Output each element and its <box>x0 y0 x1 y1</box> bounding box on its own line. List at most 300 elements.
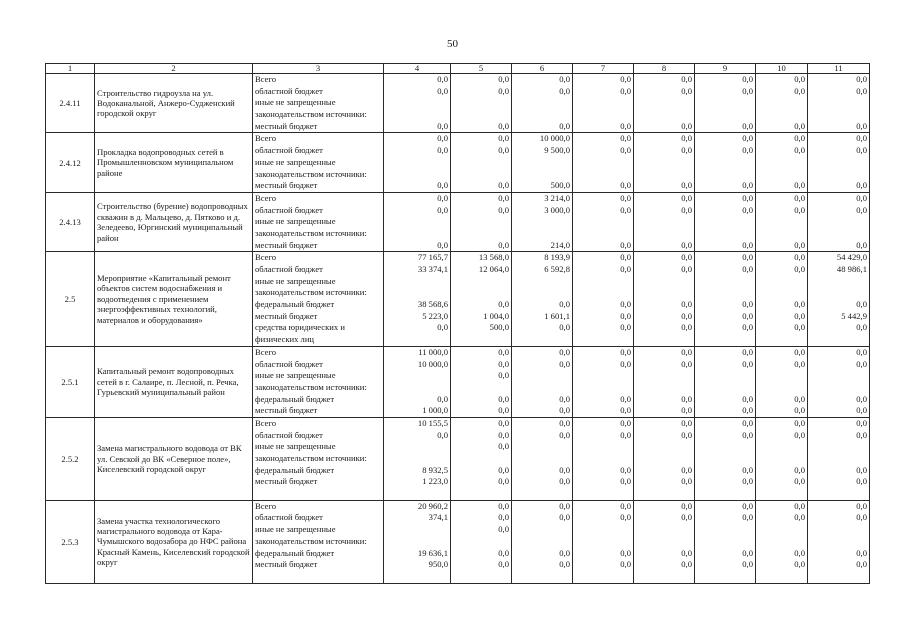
budget-value: 0,0 <box>856 74 867 84</box>
funding-source-label: областной бюджет <box>255 145 323 156</box>
budget-value <box>514 441 570 453</box>
budget-value: 0,0 <box>794 299 805 310</box>
funding-sources-cell <box>253 346 384 417</box>
budget-value: 0,0 <box>856 322 867 333</box>
budget-value: 0,0 <box>681 547 692 558</box>
value-cell-col-11 <box>808 417 870 500</box>
budget-value <box>575 97 631 109</box>
budget-table-container <box>45 63 869 584</box>
budget-value: 5 223,0 <box>422 310 448 321</box>
budget-value: 0,0 <box>856 405 867 416</box>
budget-value <box>575 488 631 500</box>
value-cell-col-4 <box>384 417 451 500</box>
budget-value: 0,0 <box>559 74 570 84</box>
budget-value: 0,0 <box>498 74 509 84</box>
budget-value: 0,0 <box>498 524 509 535</box>
budget-value <box>386 370 448 382</box>
budget-value: 0,0 <box>620 417 631 428</box>
column-number: 9 <box>695 64 756 74</box>
budget-value: 0,0 <box>856 417 867 428</box>
budget-value: 0,0 <box>856 299 867 310</box>
funding-source-label: местный бюджет <box>255 120 318 131</box>
budget-value: 0,0 <box>681 346 692 357</box>
budget-value: 0,0 <box>559 405 570 416</box>
budget-value: 8 193,9 <box>544 252 570 263</box>
funding-source-label: федеральный бюджет <box>255 547 335 558</box>
budget-value: 0,0 <box>681 405 692 416</box>
budget-value: 214,0 <box>550 239 570 250</box>
budget-value: 0,0 <box>620 239 631 250</box>
value-cell-col-9 <box>695 417 756 500</box>
budget-value: 0,0 <box>794 405 805 416</box>
budget-value <box>697 524 753 536</box>
budget-value: 0,0 <box>681 464 692 475</box>
measure-row <box>46 192 870 251</box>
budget-value: 0,0 <box>437 239 448 250</box>
value-cell-col-5 <box>451 192 512 251</box>
budget-value: 0,0 <box>794 252 805 263</box>
funding-source-label: местный бюджет <box>255 310 318 321</box>
budget-value: 0,0 <box>742 204 753 215</box>
budget-value: 0,0 <box>794 393 805 404</box>
budget-value <box>575 228 631 240</box>
budget-value: 0,0 <box>559 299 570 310</box>
budget-value <box>758 488 805 500</box>
budget-value: 3 214,0 <box>544 192 570 203</box>
budget-value: 0,0 <box>856 204 867 215</box>
budget-value <box>697 228 753 240</box>
budget-value: 0,0 <box>794 429 805 440</box>
budget-value: 0,0 <box>559 429 570 440</box>
budget-value: 0,0 <box>620 145 631 156</box>
budget-value: 19 636,1 <box>417 547 448 558</box>
value-cell-col-5 <box>451 252 512 347</box>
budget-value: 0,0 <box>681 299 692 310</box>
measure-name: Капитальный ремонт водопроводных сетей в г. Салаире, п. Лесной, п. Речка, Гурьевский муниципальный район <box>95 346 253 417</box>
budget-value: 0,0 <box>681 74 692 84</box>
value-cell-col-11 <box>808 192 870 251</box>
funding-source-label: Всего <box>255 500 277 511</box>
budget-value: 0,0 <box>856 464 867 475</box>
budget-value: 3 000,0 <box>544 204 570 215</box>
budget-value <box>386 276 448 288</box>
budget-value: 0,0 <box>856 180 867 191</box>
budget-value: 0,0 <box>742 74 753 84</box>
budget-value: 1 000,0 <box>422 405 448 416</box>
budget-value: 0,0 <box>498 393 509 404</box>
budget-value <box>514 382 570 394</box>
budget-value: 0,0 <box>742 180 753 191</box>
budget-value: 0,0 <box>856 192 867 203</box>
budget-value: 0,0 <box>856 145 867 156</box>
budget-value <box>810 488 867 500</box>
budget-value <box>636 97 692 109</box>
budget-value <box>697 216 753 228</box>
value-cell-col-5 <box>451 417 512 500</box>
budget-value: 0,0 <box>681 500 692 511</box>
budget-value <box>514 169 570 181</box>
budget-value <box>810 228 867 240</box>
budget-value: 6 592,8 <box>544 264 570 274</box>
value-cell-col-7 <box>573 252 634 347</box>
budget-value: 0,0 <box>559 512 570 523</box>
budget-value: 0,0 <box>856 120 867 131</box>
budget-value <box>758 169 805 181</box>
budget-value: 8 932,5 <box>422 464 448 475</box>
measure-code: 2.4.12 <box>46 133 95 192</box>
budget-value <box>575 157 631 169</box>
budget-value <box>697 488 753 500</box>
budget-value <box>386 571 448 583</box>
funding-source-label <box>255 488 381 500</box>
value-cell-col-6 <box>512 417 573 500</box>
budget-value: 0,0 <box>498 547 509 558</box>
budget-value <box>636 453 692 465</box>
funding-source-label: местный бюджет <box>255 239 318 250</box>
budget-value <box>575 441 631 453</box>
funding-source-label: местный бюджет <box>255 405 318 416</box>
value-cell-col-7 <box>573 417 634 500</box>
budget-value <box>453 334 509 346</box>
budget-value <box>514 276 570 288</box>
budget-value <box>514 287 570 299</box>
budget-value: 0,0 <box>856 346 867 357</box>
budget-value <box>758 276 805 288</box>
budget-value: 0,0 <box>559 346 570 357</box>
budget-value: 0,0 <box>559 322 570 333</box>
budget-value <box>758 441 805 453</box>
budget-value <box>810 453 867 465</box>
budget-value <box>810 169 867 181</box>
budget-value: 0,0 <box>620 252 631 263</box>
funding-source-label: областной бюджет <box>255 264 323 274</box>
measure-name: Замена участка технологического магистрального водовода от Кара-Чумышского водозабора до НФС района Красный Камень, Киселевский городской округ <box>95 500 253 583</box>
measure-row <box>46 500 870 583</box>
budget-value: 1 223,0 <box>422 476 448 487</box>
funding-sources-cell <box>253 417 384 500</box>
budget-value: 0,0 <box>498 405 509 416</box>
budget-value: 0,0 <box>742 358 753 369</box>
budget-value <box>697 169 753 181</box>
budget-value <box>810 571 867 583</box>
value-cell-col-9 <box>695 192 756 251</box>
budget-value <box>810 334 867 346</box>
budget-value: 0,0 <box>559 120 570 131</box>
budget-value: 0,0 <box>794 346 805 357</box>
budget-value: 0,0 <box>620 310 631 321</box>
budget-value <box>386 287 448 299</box>
budget-value: 0,0 <box>681 476 692 487</box>
budget-value: 0,0 <box>559 559 570 570</box>
value-cell-col-9 <box>695 500 756 583</box>
budget-value <box>453 97 509 109</box>
budget-value: 0,0 <box>681 85 692 96</box>
budget-value: 0,0 <box>437 133 448 144</box>
funding-source-label: федеральный бюджет <box>255 464 335 475</box>
budget-value: 0,0 <box>681 512 692 523</box>
column-number: 1 <box>46 64 95 74</box>
value-cell-col-8 <box>634 192 695 251</box>
budget-value <box>810 157 867 169</box>
value-cell-col-10 <box>756 74 808 133</box>
funding-source-label: областной бюджет <box>255 204 323 215</box>
budget-value: 13 568,0 <box>478 252 509 263</box>
budget-value: 0,0 <box>498 204 509 215</box>
value-cell-col-9 <box>695 346 756 417</box>
budget-value <box>810 536 867 548</box>
budget-value <box>697 536 753 548</box>
funding-sources-cell <box>253 133 384 192</box>
budget-value: 0,0 <box>794 464 805 475</box>
budget-value: 0,0 <box>681 192 692 203</box>
budget-value <box>810 524 867 536</box>
budget-value: 500,0 <box>489 322 509 333</box>
column-number: 2 <box>95 64 253 74</box>
budget-value: 0,0 <box>742 559 753 570</box>
budget-value <box>810 97 867 109</box>
budget-value: 0,0 <box>681 252 692 263</box>
budget-value <box>758 109 805 121</box>
funding-source-label: законодательством источники: <box>255 109 367 120</box>
budget-value: 0,0 <box>794 264 805 274</box>
funding-sources-cell <box>253 74 384 133</box>
budget-value: 0,0 <box>856 547 867 558</box>
budget-value <box>453 382 509 394</box>
measure-name: Замена магистрального водовода от ВК ул. Севской до ВК «Северное поле», Киселевский городской округ <box>95 417 253 500</box>
budget-value <box>575 334 631 346</box>
value-cell-col-8 <box>634 74 695 133</box>
budget-value <box>453 571 509 583</box>
page-number: 50 <box>447 38 458 50</box>
funding-source-label: Всего <box>255 252 277 263</box>
budget-value: 11 000,0 <box>418 346 448 357</box>
budget-value <box>810 276 867 288</box>
budget-value <box>453 287 509 299</box>
budget-value: 0,0 <box>620 559 631 570</box>
measure-code: 2.5.1 <box>46 346 95 417</box>
funding-source-label: Всего <box>255 417 277 428</box>
budget-value: 0,0 <box>437 74 448 84</box>
budget-value: 0,0 <box>498 370 509 381</box>
budget-value <box>386 216 448 228</box>
budget-table <box>45 63 870 584</box>
funding-source-label: иные не запрещенные <box>255 370 336 381</box>
budget-value: 0,0 <box>559 417 570 428</box>
funding-source-label: федеральный бюджет <box>255 393 335 404</box>
budget-value <box>386 169 448 181</box>
value-cell-col-7 <box>573 133 634 192</box>
budget-value <box>758 97 805 109</box>
budget-value <box>514 109 570 121</box>
budget-value: 0,0 <box>794 559 805 570</box>
budget-value: 0,0 <box>498 476 509 487</box>
budget-value: 0,0 <box>681 358 692 369</box>
value-cell-col-11 <box>808 346 870 417</box>
budget-value: 0,0 <box>498 85 509 96</box>
budget-value <box>810 370 867 382</box>
budget-value <box>636 169 692 181</box>
budget-value <box>636 370 692 382</box>
budget-value: 0,0 <box>742 252 753 263</box>
funding-source-label: областной бюджет <box>255 85 323 96</box>
budget-value <box>758 382 805 394</box>
funding-sources-cell <box>253 252 384 347</box>
column-number: 6 <box>512 64 573 74</box>
budget-value: 0,0 <box>437 393 448 404</box>
budget-value <box>636 334 692 346</box>
value-cell-col-11 <box>808 133 870 192</box>
budget-value: 0,0 <box>742 346 753 357</box>
budget-value <box>386 488 448 500</box>
budget-value: 0,0 <box>498 512 509 523</box>
value-cell-col-10 <box>756 500 808 583</box>
budget-value: 0,0 <box>620 476 631 487</box>
budget-value <box>810 382 867 394</box>
budget-value <box>636 228 692 240</box>
budget-value <box>386 382 448 394</box>
budget-value <box>575 453 631 465</box>
budget-value <box>697 571 753 583</box>
budget-value <box>514 97 570 109</box>
budget-value: 12 064,0 <box>478 264 509 274</box>
budget-value: 0,0 <box>681 322 692 333</box>
budget-value <box>810 109 867 121</box>
budget-value: 0,0 <box>620 85 631 96</box>
budget-value: 0,0 <box>681 393 692 404</box>
value-cell-col-8 <box>634 252 695 347</box>
budget-value: 0,0 <box>498 441 509 452</box>
budget-value: 0,0 <box>742 464 753 475</box>
budget-value: 54 429,0 <box>836 252 867 263</box>
budget-value: 0,0 <box>681 204 692 215</box>
column-number: 7 <box>573 64 634 74</box>
budget-value <box>386 453 448 465</box>
budget-value: 10 000,0 <box>417 358 448 369</box>
budget-value: 0,0 <box>742 120 753 131</box>
budget-value: 0,0 <box>794 74 805 84</box>
value-cell-col-10 <box>756 192 808 251</box>
budget-value <box>453 109 509 121</box>
value-cell-col-10 <box>756 133 808 192</box>
budget-value <box>810 216 867 228</box>
budget-value: 0,0 <box>498 358 509 369</box>
budget-value: 0,0 <box>742 547 753 558</box>
column-number: 10 <box>756 64 808 74</box>
budget-value <box>575 571 631 583</box>
budget-value: 0,0 <box>498 145 509 156</box>
budget-value: 0,0 <box>856 85 867 96</box>
budget-value: 0,0 <box>498 559 509 570</box>
budget-value <box>514 453 570 465</box>
budget-value: 0,0 <box>794 476 805 487</box>
budget-value: 0,0 <box>498 239 509 250</box>
funding-source-label: Всего <box>255 74 277 84</box>
budget-value: 0,0 <box>794 85 805 96</box>
table-body <box>46 74 870 584</box>
budget-value: 0,0 <box>620 405 631 416</box>
budget-value <box>514 157 570 169</box>
budget-value: 0,0 <box>681 239 692 250</box>
budget-value <box>697 276 753 288</box>
budget-value <box>575 536 631 548</box>
value-cell-col-6 <box>512 133 573 192</box>
measure-row <box>46 74 870 133</box>
budget-value <box>697 287 753 299</box>
budget-value <box>453 488 509 500</box>
budget-value: 0,0 <box>856 512 867 523</box>
budget-value: 0,0 <box>498 299 509 310</box>
budget-value: 77 165,7 <box>417 252 448 263</box>
value-cell-col-10 <box>756 346 808 417</box>
budget-value <box>514 228 570 240</box>
budget-value: 0,0 <box>794 500 805 511</box>
budget-value: 0,0 <box>794 512 805 523</box>
budget-value: 0,0 <box>794 133 805 144</box>
budget-value <box>810 441 867 453</box>
budget-value <box>697 453 753 465</box>
funding-source-label: иные не запрещенные <box>255 275 336 286</box>
budget-value <box>810 287 867 299</box>
budget-value: 0,0 <box>620 322 631 333</box>
budget-value: 0,0 <box>742 299 753 310</box>
budget-value: 0,0 <box>681 180 692 191</box>
funding-source-label: областной бюджет <box>255 429 323 440</box>
budget-value: 0,0 <box>620 393 631 404</box>
budget-value: 10 000,0 <box>539 133 570 144</box>
funding-source-label: местный бюджет <box>255 559 318 570</box>
funding-sources-cell <box>253 500 384 583</box>
budget-value: 0,0 <box>681 133 692 144</box>
budget-value: 0,0 <box>620 346 631 357</box>
value-cell-col-8 <box>634 500 695 583</box>
budget-value: 0,0 <box>681 264 692 274</box>
funding-source-label: законодательством источники: <box>255 168 367 179</box>
budget-value: 0,0 <box>620 358 631 369</box>
budget-value: 0,0 <box>559 85 570 96</box>
budget-value: 0,0 <box>620 133 631 144</box>
budget-value <box>758 370 805 382</box>
budget-value <box>514 216 570 228</box>
value-cell-col-11 <box>808 500 870 583</box>
budget-value: 0,0 <box>794 322 805 333</box>
budget-value <box>575 109 631 121</box>
budget-value <box>514 571 570 583</box>
budget-value <box>453 157 509 169</box>
funding-source-label: средства юридических и <box>255 322 345 333</box>
budget-value: 0,0 <box>620 512 631 523</box>
budget-value: 0,0 <box>742 145 753 156</box>
column-number: 3 <box>253 64 384 74</box>
value-cell-col-6 <box>512 346 573 417</box>
budget-value <box>758 216 805 228</box>
budget-value: 950,0 <box>428 559 448 570</box>
value-cell-col-7 <box>573 74 634 133</box>
budget-value <box>386 524 448 536</box>
budget-value: 0,0 <box>856 500 867 511</box>
value-cell-col-8 <box>634 417 695 500</box>
budget-value <box>636 216 692 228</box>
budget-value: 0,0 <box>437 180 448 191</box>
budget-value <box>575 370 631 382</box>
budget-value <box>758 536 805 548</box>
budget-value: 0,0 <box>620 192 631 203</box>
funding-source-label <box>255 571 381 583</box>
budget-value: 0,0 <box>856 476 867 487</box>
value-cell-col-9 <box>695 252 756 347</box>
budget-value: 48 986,1 <box>836 264 867 274</box>
budget-value: 0,0 <box>856 358 867 369</box>
budget-value <box>636 276 692 288</box>
